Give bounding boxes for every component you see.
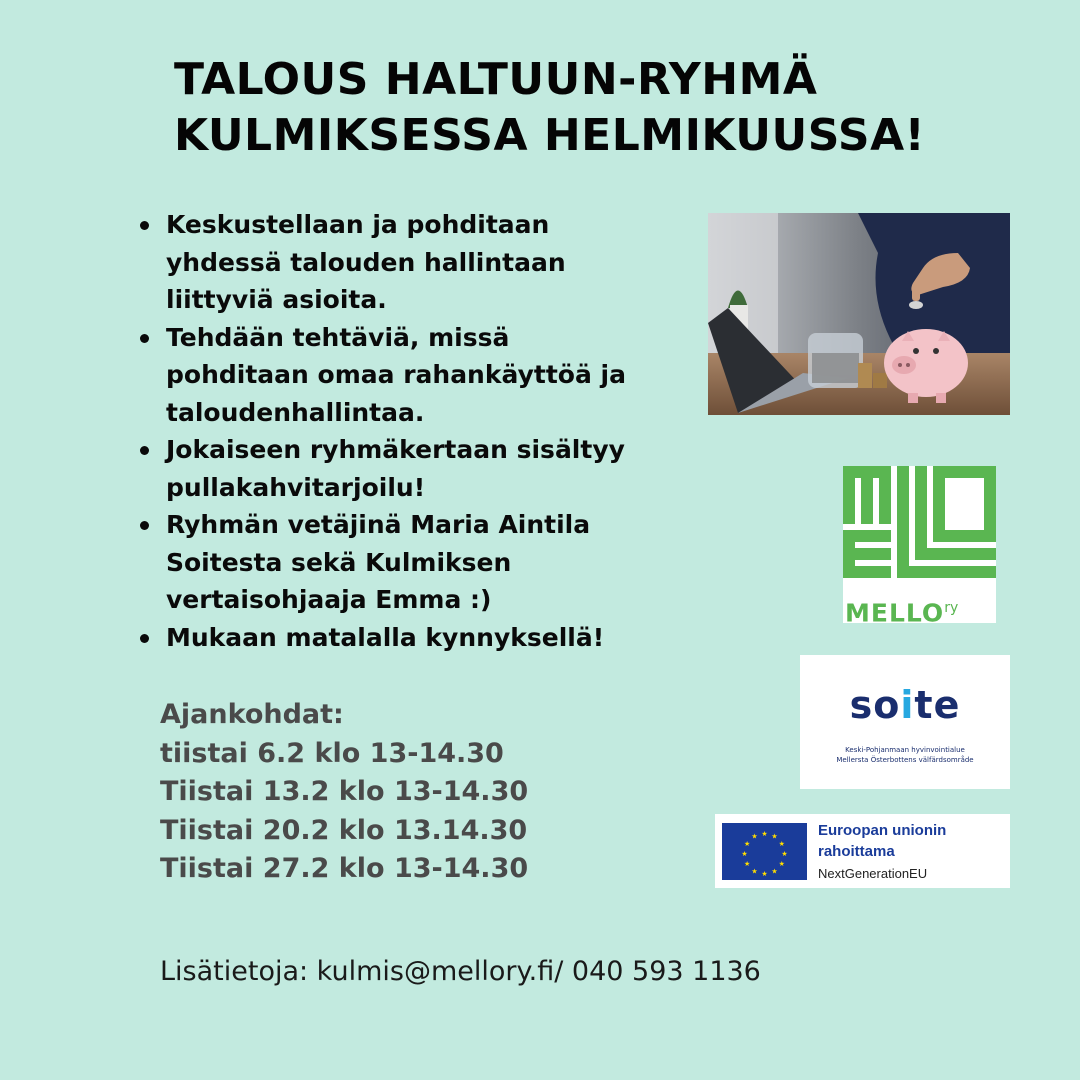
schedule-time: Tiistai 20.2 klo 13.14.30 (160, 814, 528, 846)
piggy-bank-illustration (708, 213, 1010, 415)
soite-subtitle-2: Mellersta Österbottens välfärdsområde (836, 756, 974, 764)
schedule-time: Tiistai 13.2 klo 13-14.30 (160, 776, 529, 807)
bullet-dot-icon (140, 446, 149, 455)
svg-text:★: ★ (778, 860, 785, 868)
bullet-text: Soitesta sekä Kulmiksen (166, 547, 512, 577)
bullet-list (140, 206, 700, 656)
soite-subtitle-1: Keski-Pohjanmaan hyvinvointialue (845, 746, 965, 754)
mello-wordmark (843, 593, 998, 628)
schedule-time: tiistai 6.2 klo 13-14.30 (160, 737, 504, 769)
svg-text:★: ★ (761, 830, 768, 838)
svg-text:★: ★ (741, 850, 748, 858)
svg-text:★: ★ (778, 840, 785, 848)
bullet-text: yhdessä talouden hallintaan (166, 247, 566, 277)
mello-name: MELLO (845, 598, 945, 628)
bullet-text: pullakahvitarjoilu! (166, 472, 426, 502)
soite-logo (800, 655, 1010, 789)
bullet-dot-icon (140, 521, 149, 530)
soite-wordmark (800, 683, 1010, 727)
bullet-text: Jokaiseen ryhmäkertaan sisältyy (166, 435, 625, 464)
bullet-text: Tehdään tehtäviä, missä (166, 322, 510, 352)
bullet-item (140, 431, 700, 506)
eu-funding-logo (715, 814, 1010, 888)
title-line-2: KULMIKSESSA HELMIKUUSSA! (174, 110, 926, 161)
mello-suffix: ry (944, 600, 959, 616)
svg-text:★: ★ (771, 832, 778, 841)
bullet-text: vertaisohjaaja Emma :) (166, 585, 492, 614)
bullet-dot-icon (140, 334, 149, 343)
svg-text:★: ★ (751, 832, 758, 841)
eu-funding-text (818, 820, 946, 862)
schedule-block (160, 696, 640, 889)
svg-text:★: ★ (781, 850, 788, 858)
piggy-bank-photo (708, 213, 1010, 415)
bullet-text: liittyviä asioita. (166, 285, 387, 314)
mello-mark-icon (843, 466, 996, 591)
svg-text:★: ★ (744, 840, 751, 848)
bullet-dot-icon (140, 221, 149, 230)
eu-flag-icon (722, 823, 807, 880)
soite-part: te (914, 683, 961, 727)
poster-title (174, 52, 1034, 164)
bullet-dot-icon (140, 634, 149, 643)
bullet-text: Ryhmän vetäjinä Maria Aintila (166, 510, 591, 539)
contact-info: Lisätietoja: kulmis@mellory.fi/ 040 593 1136 (160, 956, 761, 987)
eu-line-2: rahoittama (818, 843, 895, 860)
eu-line-1: Euroopan unionin (818, 822, 947, 839)
soite-part: i (900, 683, 915, 727)
bullet-text: pohditaan omaa rahankäyttöä ja (166, 360, 626, 389)
bullet-item (140, 206, 700, 319)
schedule-heading: Ajankohdat: (160, 699, 344, 730)
bullet-text: taloudenhallintaa. (166, 397, 425, 427)
soite-part: so (849, 683, 901, 727)
bullet-item (140, 619, 700, 657)
bullet-text: Keskustellaan ja pohditaan (166, 210, 550, 239)
bullet-item (140, 319, 700, 432)
svg-text:★: ★ (761, 870, 768, 878)
svg-text:★: ★ (771, 867, 778, 876)
bullet-text: Mukaan matalalla kynnyksellä! (166, 622, 605, 652)
schedule-time: Tiistai 27.2 klo 13-14.30 (160, 853, 529, 884)
svg-text:★: ★ (751, 867, 758, 876)
mello-logo (843, 466, 996, 628)
eu-nextgen-text: NextGenerationEU (818, 866, 928, 881)
svg-text:★: ★ (744, 860, 751, 868)
bullet-item (140, 506, 700, 619)
title-line-1: TALOUS HALTUUN-RYHMÄ (174, 54, 818, 105)
